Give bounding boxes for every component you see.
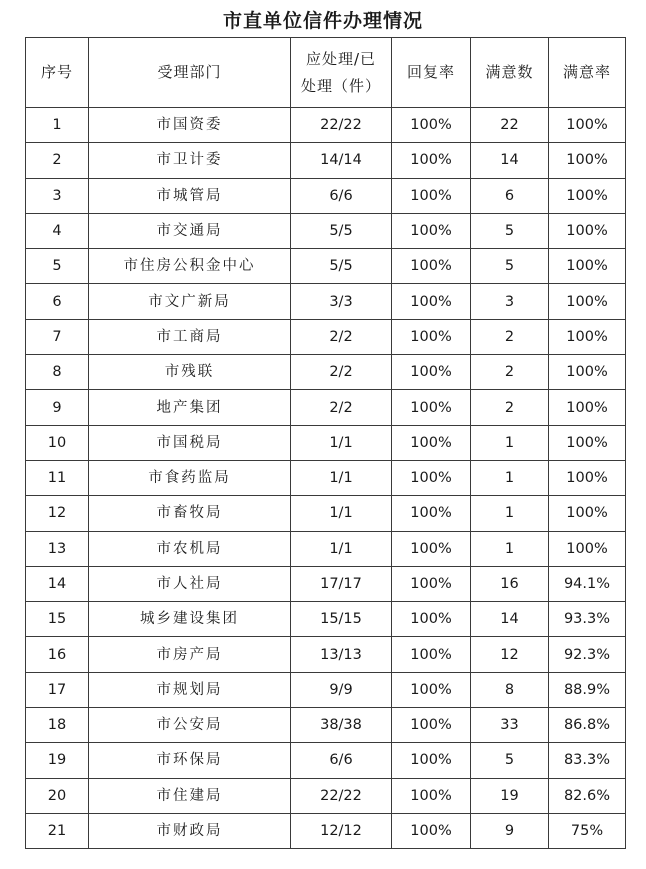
cell-satisfied-count: 1 [471, 425, 549, 460]
cell-reply-rate: 100% [392, 813, 471, 848]
cell-handled: 2/2 [291, 390, 392, 425]
cell-seq: 6 [26, 284, 89, 319]
cell-reply-rate: 100% [392, 778, 471, 813]
cell-reply-rate: 100% [392, 284, 471, 319]
cell-satisfied-count: 9 [471, 813, 549, 848]
cell-dept: 市卫计委 [89, 143, 291, 178]
cell-seq: 20 [26, 778, 89, 813]
cell-dept: 市国资委 [89, 108, 291, 143]
cell-seq: 2 [26, 143, 89, 178]
cell-seq: 11 [26, 460, 89, 495]
cell-satisfaction-rate: 100% [549, 355, 626, 390]
cell-seq: 3 [26, 178, 89, 213]
cell-handled: 2/2 [291, 355, 392, 390]
cell-handled: 5/5 [291, 213, 392, 248]
cell-satisfaction-rate: 100% [549, 496, 626, 531]
cell-reply-rate: 100% [392, 213, 471, 248]
cell-reply-rate: 100% [392, 496, 471, 531]
cell-handled: 12/12 [291, 813, 392, 848]
cell-handled: 5/5 [291, 249, 392, 284]
table-row [26, 778, 626, 813]
cell-seq: 18 [26, 708, 89, 743]
cell-handled: 22/22 [291, 778, 392, 813]
cell-handled: 6/6 [291, 743, 392, 778]
cell-dept: 市农机局 [89, 531, 291, 566]
header-dept: 受理部门 [89, 38, 291, 108]
cell-satisfied-count: 2 [471, 355, 549, 390]
cell-seq: 4 [26, 213, 89, 248]
header-handled-line1: 应处理/已 [305, 49, 377, 68]
cell-handled: 13/13 [291, 637, 392, 672]
cell-seq: 19 [26, 743, 89, 778]
cell-dept: 市财政局 [89, 813, 291, 848]
table-row [26, 460, 626, 495]
cell-satisfaction-rate: 100% [549, 143, 626, 178]
cell-dept: 市残联 [89, 355, 291, 390]
cell-satisfied-count: 22 [471, 108, 549, 143]
table-row [26, 249, 626, 284]
cell-handled: 1/1 [291, 460, 392, 495]
cell-reply-rate: 100% [392, 319, 471, 354]
cell-satisfaction-rate: 100% [549, 460, 626, 495]
table-row [26, 496, 626, 531]
cell-satisfaction-rate: 83.3% [549, 743, 626, 778]
cell-satisfied-count: 1 [471, 531, 549, 566]
cell-seq: 15 [26, 602, 89, 637]
cell-satisfaction-rate: 86.8% [549, 708, 626, 743]
cell-satisfaction-rate: 100% [549, 213, 626, 248]
cell-seq: 21 [26, 813, 89, 848]
cell-reply-rate: 100% [392, 355, 471, 390]
header-row [26, 38, 626, 108]
cell-seq: 10 [26, 425, 89, 460]
table-row [26, 390, 626, 425]
cell-seq: 7 [26, 319, 89, 354]
cell-satisfaction-rate: 93.3% [549, 602, 626, 637]
cell-satisfaction-rate: 88.9% [549, 672, 626, 707]
table-row [26, 425, 626, 460]
cell-satisfied-count: 2 [471, 390, 549, 425]
cell-reply-rate: 100% [392, 602, 471, 637]
cell-dept: 市食药监局 [89, 460, 291, 495]
cell-seq: 9 [26, 390, 89, 425]
cell-reply-rate: 100% [392, 566, 471, 601]
table-row [26, 637, 626, 672]
table-row [26, 143, 626, 178]
cell-satisfaction-rate: 100% [549, 284, 626, 319]
cell-reply-rate: 100% [392, 460, 471, 495]
cell-reply-rate: 100% [392, 249, 471, 284]
table-row [26, 743, 626, 778]
cell-satisfied-count: 14 [471, 143, 549, 178]
cell-satisfied-count: 2 [471, 319, 549, 354]
cell-satisfied-count: 33 [471, 708, 549, 743]
cell-seq: 13 [26, 531, 89, 566]
header-handled-line2: 处理（件） [300, 76, 381, 95]
cell-reply-rate: 100% [392, 108, 471, 143]
table-body [26, 108, 626, 849]
page-title: 市直单位信件办理情况 [222, 10, 423, 32]
table-row [26, 813, 626, 848]
cell-reply-rate: 100% [392, 672, 471, 707]
cell-satisfied-count: 14 [471, 602, 549, 637]
table-header [26, 38, 626, 108]
cell-reply-rate: 100% [392, 637, 471, 672]
cell-satisfaction-rate: 100% [549, 249, 626, 284]
cell-dept: 市规划局 [89, 672, 291, 707]
cell-satisfied-count: 5 [471, 213, 549, 248]
table-row [26, 531, 626, 566]
cell-handled: 14/14 [291, 143, 392, 178]
cell-satisfied-count: 6 [471, 178, 549, 213]
cell-seq: 8 [26, 355, 89, 390]
cell-satisfaction-rate: 100% [549, 425, 626, 460]
cell-reply-rate: 100% [392, 708, 471, 743]
cell-dept: 市公安局 [89, 708, 291, 743]
cell-seq: 17 [26, 672, 89, 707]
cell-dept: 市住建局 [89, 778, 291, 813]
header-reply-rate: 回复率 [392, 38, 471, 108]
cell-seq: 14 [26, 566, 89, 601]
table-row [26, 213, 626, 248]
cell-dept: 市文广新局 [89, 284, 291, 319]
cell-dept: 城乡建设集团 [89, 602, 291, 637]
cell-handled: 6/6 [291, 178, 392, 213]
cell-satisfied-count: 12 [471, 637, 549, 672]
cell-satisfaction-rate: 100% [549, 178, 626, 213]
header-satisfaction-rate: 满意率 [549, 38, 626, 108]
cell-satisfied-count: 5 [471, 249, 549, 284]
cell-handled: 1/1 [291, 531, 392, 566]
cell-dept: 市交通局 [89, 213, 291, 248]
table-row [26, 672, 626, 707]
cell-seq: 16 [26, 637, 89, 672]
cell-handled: 1/1 [291, 496, 392, 531]
cell-satisfaction-rate: 82.6% [549, 778, 626, 813]
cell-dept: 地产集团 [89, 390, 291, 425]
cell-reply-rate: 100% [392, 178, 471, 213]
cell-satisfied-count: 16 [471, 566, 549, 601]
table-row [26, 708, 626, 743]
header-seq: 序号 [26, 38, 89, 108]
cell-seq: 12 [26, 496, 89, 531]
cell-handled: 9/9 [291, 672, 392, 707]
cell-handled: 3/3 [291, 284, 392, 319]
table-row [26, 319, 626, 354]
table-row [26, 108, 626, 143]
cell-reply-rate: 100% [392, 143, 471, 178]
cell-reply-rate: 100% [392, 425, 471, 460]
cell-satisfaction-rate: 92.3% [549, 637, 626, 672]
cell-dept: 市环保局 [89, 743, 291, 778]
letters-table [25, 37, 626, 849]
cell-satisfaction-rate: 75% [549, 813, 626, 848]
cell-handled: 2/2 [291, 319, 392, 354]
cell-dept: 市工商局 [89, 319, 291, 354]
header-satisfied-count: 满意数 [471, 38, 549, 108]
cell-dept: 市人社局 [89, 566, 291, 601]
table-row [26, 178, 626, 213]
cell-satisfied-count: 3 [471, 284, 549, 319]
cell-handled: 15/15 [291, 602, 392, 637]
cell-seq: 5 [26, 249, 89, 284]
header-handled [291, 38, 392, 108]
cell-satisfied-count: 1 [471, 460, 549, 495]
cell-satisfied-count: 19 [471, 778, 549, 813]
cell-satisfied-count: 5 [471, 743, 549, 778]
table-row [26, 355, 626, 390]
cell-handled: 17/17 [291, 566, 392, 601]
table-row [26, 566, 626, 601]
cell-satisfied-count: 1 [471, 496, 549, 531]
cell-dept: 市房产局 [89, 637, 291, 672]
cell-reply-rate: 100% [392, 743, 471, 778]
cell-satisfaction-rate: 94.1% [549, 566, 626, 601]
cell-dept: 市国税局 [89, 425, 291, 460]
cell-dept: 市住房公积金中心 [89, 249, 291, 284]
table-row [26, 602, 626, 637]
cell-satisfaction-rate: 100% [549, 531, 626, 566]
table-row [26, 284, 626, 319]
cell-satisfaction-rate: 100% [549, 108, 626, 143]
cell-satisfied-count: 8 [471, 672, 549, 707]
cell-handled: 38/38 [291, 708, 392, 743]
cell-dept: 市城管局 [89, 178, 291, 213]
cell-handled: 22/22 [291, 108, 392, 143]
cell-reply-rate: 100% [392, 390, 471, 425]
cell-seq: 1 [26, 108, 89, 143]
cell-satisfaction-rate: 100% [549, 390, 626, 425]
cell-reply-rate: 100% [392, 531, 471, 566]
cell-satisfaction-rate: 100% [549, 319, 626, 354]
cell-dept: 市畜牧局 [89, 496, 291, 531]
cell-handled: 1/1 [291, 425, 392, 460]
